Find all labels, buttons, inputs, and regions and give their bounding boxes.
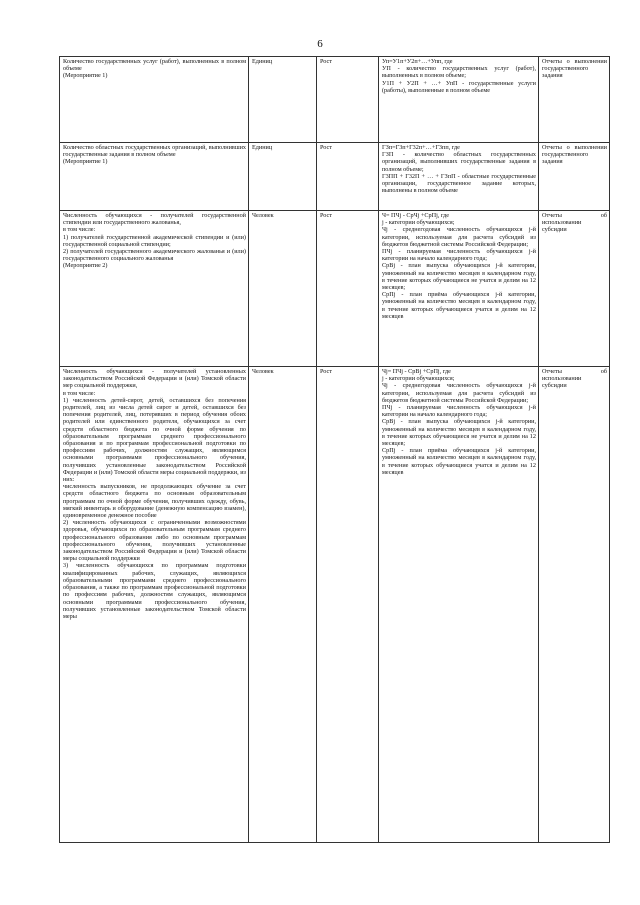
formula-cell: Чj= ПЧj - СрВj +СрПj, где j - категории обучающихся; Чj - среднегодовая численность обучающихся j-й категории, используемая для расчета субсидий из бюджетов бюджетной системы Российской Федерации; ПЧj - планируемая численность обучающихся j-й категории на начало календарного года; СрВj - план выпуска обучающихся j-й категории, умноженный на количество месяцев в календарном году, в течение которых обучающиеся не учатся и делим на 12 месяцев; СрПj - план приёма обучающихся j-й категории, умноженный на количество месяцев в календарном году, в течение которых обучающиеся учатся и делим на 12 месяцев [379, 367, 539, 843]
indicator-name-cell: Численность обучающихся - получателей государственной стипендии или государственного жалованья, в том числе: 1) получателей государственной академической стипендии и (или) государственной социальной стипендии; 2) получателей государственного академического жалованья и (или) государственного социального жалованья (Мероприятие 2) [60, 211, 249, 367]
source-cell: Отчеты об использовании субсидии [539, 367, 610, 843]
page-number: 6 [317, 38, 323, 50]
trend-cell: Рост [317, 367, 379, 843]
formula-cell: Уп=У1п+У2п+…+Упп, где УП - количество государственных услуг (работ), выполненных в полном объеме; У1П + У2П + …+ УпП - государственные услуги (работы), выполненные в полном объеме [379, 57, 539, 143]
formula-cell: ГЗп=Г3п+Г32п+…+Г3пп, где ГЗП - количество областных государственных организаций, выполнивших государственные задания в полном объеме; Г3ПП + Г32П + … + ГЗпП - областные государственные организации, государственное задание которых, выполнены в полном объеме [379, 143, 539, 211]
trend-cell: Рост [317, 143, 379, 211]
trend-cell: Рост [317, 57, 379, 143]
table-row [60, 211, 610, 367]
indicator-name-cell: Численность обучающихся - получателей установленных законодательством Российской Федерации и (или) Томской области мер социальной поддержки, в том числе: 1) численность детей-сирот, детей, оставшихся без попечения родителей, лиц из числа детей сирот и детей, оставшихся без попечения родителей, лиц, потерявших в период обучения обоих родителей или единственного родителя, обучающихся за счет средств областного бюджета по очной форме обучения по образовательным программам среднего профессионального образования и по программам профессиональной подготовки по профессиям рабочих, должностям служащих, являющимся основными программами профессионального обучения, получивших установленные законодательством Российской Федерации и (или) Томской области меры социальной поддержки, из них: численность выпускников, не продолжающих обучение за счет средств областного бюджета по основным образовательным программам по очной форме обучения, получивших одежду, обувь, мягкий инвентарь и оборудование (денежную компенсацию взамен), единовременное денежное пособие 2) численность обучающихся с ограниченными возможностями здоровья, обучающихся по образовательным программам среднего профессионального образования либо по основным программам профессионального обучения, получивших установленные законодательством Российской Федерации и (или) Томской области меры социальной поддержки 3) численность обучающихся по программам подготовки квалифицированных рабочих, служащих, являющихся образовательными программами среднего профессионального образования, а также по программам профессиональной подготовки по профессиям рабочих, должностям служащих, являющимся основными программами профессионального обучения, получивших установленные законодательством Томской области меры [60, 367, 249, 843]
indicator-name-cell: Количество государственных услуг (работ), выполненных в полном объеме (Мероприятие 1) [60, 57, 249, 143]
formula-cell: Ч= ПЧj - СрЧj +СрПj, где j - категории обучающихся; Чj - среднегодовая численность обучающихся j-й категории, используемая для расчета субсидий из бюджетов бюджетной системы Российской Федерации; ПЧj - планируемая численность обучающихся j-й категории на начало календарного года; СрВj - план выпуска обучающихся j-й категории, умноженный на количество месяцев в календарном году, в течение которых обучающиеся не учатся и делим на 12 месяцев; СрПj - план приёма обучающихся j-й категории, умноженный на количество месяцев в календарном году, в течение которых обучающиеся учатся и делим на 12 месяцев [379, 211, 539, 367]
source-cell: Отчеты о выполнении государственного задания [539, 143, 610, 211]
unit-cell: Человек [249, 367, 317, 843]
table-row [60, 57, 610, 143]
trend-cell: Рост [317, 211, 379, 367]
unit-cell: Единиц [249, 143, 317, 211]
indicators-table [59, 56, 610, 843]
unit-cell: Человек [249, 211, 317, 367]
table-row [60, 143, 610, 211]
indicator-name-cell: Количество областных государственных организаций, выполнивших государственные задания в полном объеме (Мероприятие 1) [60, 143, 249, 211]
table-row [60, 367, 610, 843]
unit-cell: Единиц [249, 57, 317, 143]
source-cell: Отчеты об использовании субсидии [539, 211, 610, 367]
source-cell: Отчеты о выполнении государственного задания [539, 57, 610, 143]
